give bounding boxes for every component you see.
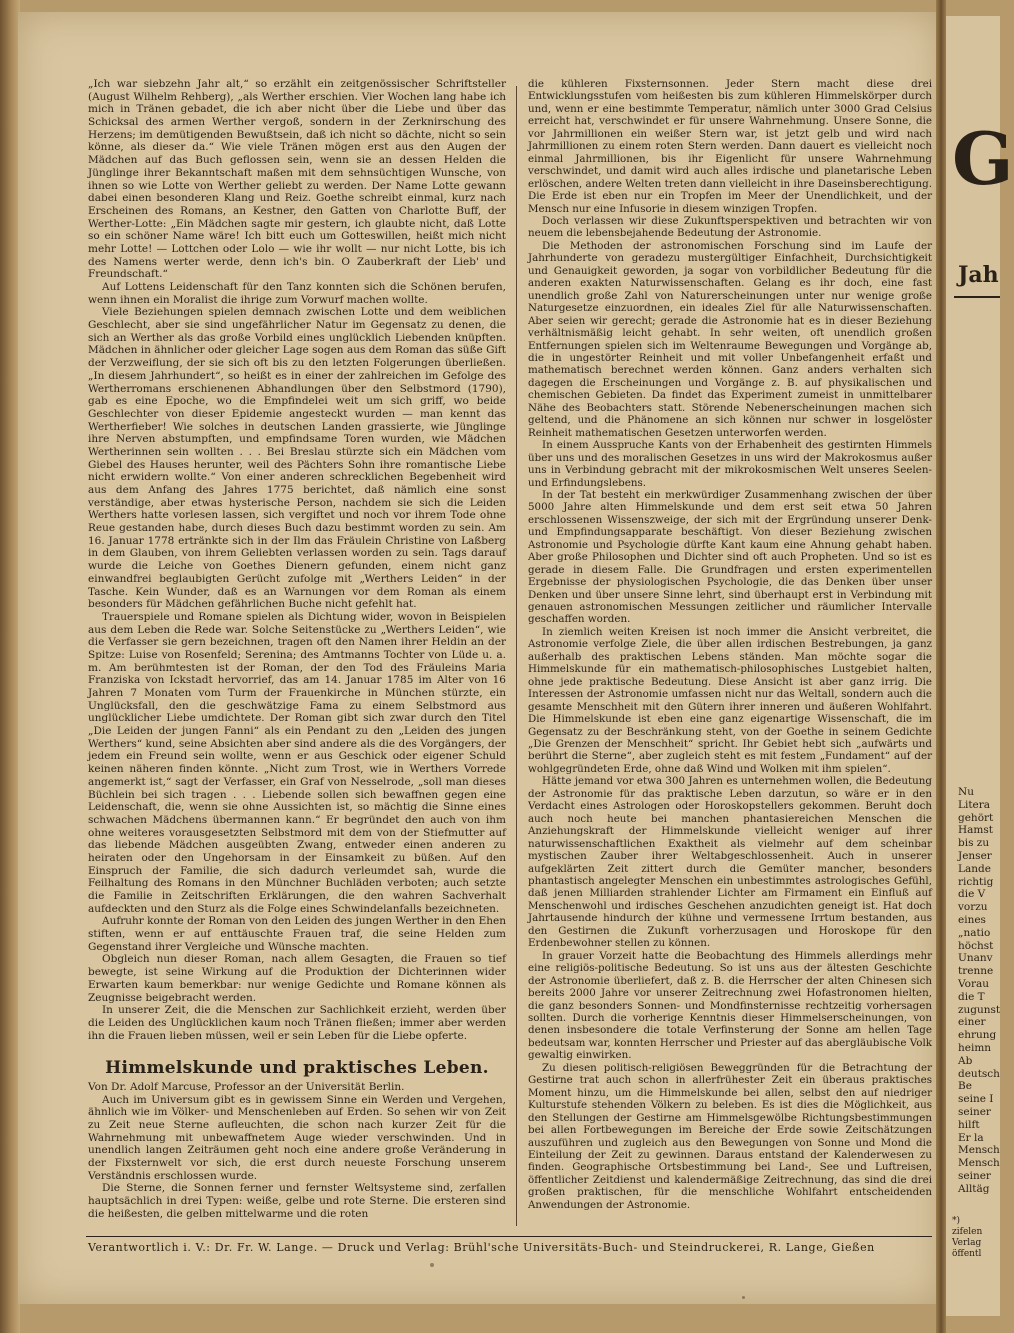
text-line: Vorau (958, 977, 989, 990)
paragraph: Aufruhr konnte der Roman von den Leiden des jungen Werther in den Ehen stiften, wenn er auf enttäuschte Frauen traf, die seine Helden zum Gegenstand ihrer Vergleiche und Wünsche machten. (88, 915, 507, 953)
paragraph: „Ich war siebzehn Jahr alt,“ so erzählt ein zeitgenössischer Schriftsteller (August Wilhelm Rehberg), „als Werther erschien. Vier Wochen lang habe ich mich in Tränen gebadet, die ich aber nicht über die Liebe und über das Schicksal des armen Werther vergoß, sondern in der Zerknirschung des Herzens; im demütigenden Bewußtsein, daß ich nicht so dächte, nicht so sein könne, als dieser da.“ Wie viele Tränen mögen erst aus den Augen der Mädchen auf das Buch geflossen sein, wenn sie an dessen Helden die Jünglinge ihrer Bekanntschaft maßen mit dem sehnsüchtigen Wunsche, von ihnen so wie Lotte von Werther geliebt zu werden. Der Name Lotte gewann dabei einen besonderen Klang und Reiz. Goethe schreibt einmal, kurz nach Erscheinen des Romans, an Kestner, den Gatten von Charlotte Buff, der Werther-Lotte: „Ein Mädchen sagte mir gestern, ich glaubte nicht, daß Lotte so ein schöner Name wäre! Ich bitt euch um Gotteswillen, heißt mich nicht mehr Lotte! — Lottchen oder Lolo — wie ihr wollt — nur nicht Lotte, bis ich des Namens werter werde, denn ich's bin. O Zauberkraft der Lieb' und Freundschaft.“ (88, 78, 506, 281)
adjacent-page-edge (946, 16, 1014, 1316)
text-line: Litera (958, 798, 991, 811)
paragraph: Obgleich nun dieser Roman, nach allem Gesagten, die Frauen so tief bewegte, ist seine Wirkung auf die Produktion der Dichterinnen wider Erwarten kaum bemerkbar: nur wenige Gedichte und Romane können als Zeugnisse beigebracht werden. (88, 953, 506, 1004)
paragraph: Hätte jemand vor etwa 300 Jahren es unternehmen wollen, die Bedeutung der Astronomie für das praktische Leben darzutun, so wäre er in den Verdacht eines Astrologen oder Horoskopstellers gekommen. Beruht doch auch noch heute bei manchen phantasiereichen Menschen die Anziehungskraft der Himmelskunde vielleicht weniger auf ihrer naturwissenschaftlichen Exaktheit als vielmehr auf dem scheinbar mystischen Zauber ihrer Weltabgeschlossenheit. Auch in unserer aufgeklärten Zeit zittert durch die Gemüter mancher, besonders phantastisch angelegter Menschen ein unbestimmtes astrologisches Gefühl, daß jenen Milliarden strahlender Lichter am Firmament ein Einfluß auf Menschenwohl und irdisches Geschehen anzudichten geneigt ist. Hat doch Jahrtausende hindurch der kühne und vermessene Irrtum bestanden, aus den Gestirnen die Zukunft vorherzusagen und Horoskope für den Erdenbewohner stellen zu können. (528, 775, 932, 950)
text-line: Nu (958, 786, 974, 798)
adjacent-page-footnote (952, 1216, 1000, 1260)
article-byline: Von Dr. Adolf Marcuse, Professor an der Universität Berlin. (88, 1080, 405, 1093)
text-line: hilft (958, 1118, 980, 1131)
text-line: zugunst (958, 1003, 1001, 1016)
text-line: Hamst (958, 824, 993, 837)
text-line: Ab (958, 1054, 973, 1067)
paragraph: In der Tat besteht ein merkwürdiger Zusammenhang zwischen der über 5000 Jahre alten Himmelskunde und dem erst seit etwa 50 Jahren erschlossenen Wissenszweige, der sich mit der Ergründung unserer Denk- und Empfindungsapparate beschäftigt. Von dieser Beziehung zwischen Astronomie und Psychologie dürfte Kant kaum eine Ahnung gehabt haben. Aber große Philosophen und Dichter sind oft auch Propheten. Und so ist es gerade in diesem Falle. Die Grundfragen und ersten experimentellen Ergebnisse der physiologischen Psychologie, die das Denken über unser Denken und über unsere Sinne lehrt, sind überhaupt erst in Verbindung mit genauen astronomischen Messungen zeitlicher und räumlicher Intervalle geschaffen worden. (528, 488, 932, 626)
paragraph: Trauerspiele und Romane spielen als Dichtung wider, wovon in Beispielen aus dem Leben die Rede war. Solche Seitenstücke zu „Werthers Leiden“, wie die Verfasser sie gern bezeichnen, tragen oft den Namen ihrer Heldin an der Spitze: Luise von Rosenfeld; Serenina; des Amtmanns Tochter von Lüde u. a. m. Am berühmtesten ist der Roman, der den Tod des Fräuleins Maria Franziska von Ickstadt hervorrief, das am 14. Januar 1785 im Alter von 16 Jahren 7 Monaten vom Turm der Frauenkirche in München stürzte, ein Unglücksfall, den die geschwätzige Fama zu einem Selbstmord aus unglücklicher Liebe umdichtete. Der Roman gibt sich zwar durch den Titel „Die Leiden der jungen Fanni“ als ein Pendant zu den „Leiden des jungen Werthers“ kund, seine Absichten aber sind andere als die des Vorgängers, der jedem ein Freund sein wollte, wenn er aus Geschick oder eigener Schuld keinen näheren finden könnte. „Nicht zum Trost, wie in Werthers Vorrede angemerkt ist,“ sagt der Verfasser, ein Graf von Nesselrode, „soll man dieses Büchlein bei sich tragen . . . Liebende sollen sich bewaffnen gegen eine Leidenschaft, die, wenn sie ohne Aussichten ist, so mächtig die Sinne eines schwachen Mädchens übermannen kann.“ Er begründet den auch von ihm ohne weiteres vorausgesetzten Selbstmord mit dem von der Stiefmutter auf das liebende Mädchen ausgeübten Zwang, entweder einen anderen zu heiraten oder den Ungehorsam in der Einsamkeit zu büßen. Auf den Einspruch der Familie, die sich dadurch verleumdet sah, wurde die Feilhaltung des Romans in den Münchner Buchläden verboten; auch setzte die Familie in Zeitschriften Erklärungen, die den wahren Sachverhalt aufdeckten und den Sturz als die Folge eines Schwindelanfalls bezeichneten. (88, 610, 506, 915)
footer-rule (86, 1236, 932, 1237)
paragraph: Doch verlassen wir diese Zukunftsperspektiven und betrachten wir von neuem die lebensbejahende Bedeutung der Astronomie. (528, 214, 932, 240)
article-body (88, 1094, 506, 1221)
paragraph: In ziemlich weiten Kreisen ist noch immer die Ansicht verbreitet, die Astronomie verfolge Ziele, die über allen irdischen Bestrebungen, ja ganz außerhalb des praktischen Lebens ständen. Man möchte sogar die Himmelskunde für ein mathematisch-philosophisches Lustgebiet halten, ohne jede praktische Bedeutung. Diese Ansicht ist aber ganz irrig. Die Interessen der Astronomie umfassen nicht nur das Weltall, sondern auch die gesamte Menschheit mit den Gütern ihrer inneren und äußeren Wohlfahrt. Die Himmelskunde ist eben eine ganz eigenartige Wissenschaft, die im Gegensatz zu der Beschränkung steht, von der Goethe in seinem Gedichte „Die Grenzen der Menschheit“ spricht. Ihr Gebiet hebt sich „aufwärts und berührt die Sterne“, aber zugleich steht es mit festem „Fundament“ auf der wohlgegründeten Erde, ohne daß Wind und Wolken mit ihm spielen“. (528, 625, 932, 775)
text-line: Lande (958, 862, 991, 875)
article-title: Himmelskunde und praktisches Leben. (105, 1058, 489, 1079)
paragraph: Auch im Universum gibt es in gewissem Sinne ein Werden und Vergehen, ähnlich wie im Völker- und Menschenleben auf Erden. So sehen wir von Zeit zu Zeit neue Sterne aufleuchten, die schon nach kurzer Zeit für die Wahrnehmung mit unbewaffnetem Auge wieder verschwinden. Und in unendlich langen Zeiträumen geht noch eine andere große Veränderung in der Fixsternwelt vor sich, die erst durch neueste Forschung unserem Verständnis erschlossen wurde. (88, 1093, 506, 1182)
text-line: heimn (958, 1041, 992, 1054)
text-line: Mensch (958, 1144, 1000, 1157)
text-line: Alltäg (958, 1182, 990, 1195)
werther-essay-text (88, 78, 506, 1042)
adjacent-page-heading: Jah (958, 262, 999, 288)
page-gutter (936, 0, 946, 1333)
paragraph: Auf Lottens Leidenschaft für den Tanz konnten sich die Schönen berufen, wenn ihnen ein Moralist die ihrige zum Vorwurf machen wollte. (88, 281, 506, 306)
text-line: die V (958, 888, 986, 901)
paragraph: die kühleren Fixsternsonnen. Jeder Stern macht diese drei Entwicklungsstufen vom heißesten bis zum kühleren Himmelskörper durch und, wenn er eine bestimmte Temperatur, nämlich unter 3000 Grad Celsius erreicht hat, verschwindet er für unsere Wahrnehmung. Unsere Sonne, die vor Jahrmillionen ein weißer Stern war, ist jetzt gelb und wird nach Jahrmillionen zu einem roten Stern werden. Dann dauert es vielleicht noch einmal Jahrmillionen, bis ihr Eigenlicht für unsere Wahrnehmung verschwindet, und damit wird auch alles irdische und planetarische Leben erlöschen, andere Welten treten dann vielleicht in ihre Daseinsberechtigung. Die Erde ist eben nur ein Tropfen im Meer der Unendlichkeit, und der Mensch nur eine Infusorie in diesem winzigen Tropfen. (528, 78, 932, 215)
text-line: die T (958, 990, 985, 1003)
text-line: zifelen (952, 1227, 983, 1237)
text-line: „natio (958, 926, 991, 939)
text-line: einer (958, 1016, 986, 1029)
text-line: seine I (958, 1093, 994, 1106)
article-continuation (528, 78, 932, 1211)
text-line: Jenser (958, 849, 992, 862)
text-line: seiner (958, 1105, 991, 1118)
paragraph: Die Methoden der astronomischen Forschung sind im Laufe der Jahrhunderte von geradezu mustergültiger Einfachheit, Durchsichtigkeit und Genauigkeit geworden, ja sogar von vorbildlicher Bedeutung für die anderen exakten Naturwissenschaften. Gelang es ihr doch, eine fast unendlich große Zahl von Naturerscheinungen unter nur wenige große Naturgesetze einzuordnen, ein ideales Ziel für alle Naturwissenschaften. Aber seien wir gerecht; gerade die Astronomie hat es in dieser Beziehung verhältnismäßig leicht gehabt. In sehr weiten, oft unendlich großen Entfernungen spielen sich im Weltenraume Bewegungen und Vorgänge ab, die in ungestörter Reinheit und mit voller Unbefangenheit erfaßt und mathematisch berechnet werden können. Ganz anders verhalten sich dagegen die Erscheinungen und Vorgänge z. B. auf physikalischen und chemischen Gebieten. Da findet das Experiment zumeist in unmittelbarer Nähe des Beobachters statt. Störende Nebenerscheinungen machen sich geltend, und die Phänomene an sich können nur schwer in losgelöster Reinheit mathematischen Gesetzen unterworfen werden. (528, 239, 932, 439)
paragraph: In einem Ausspruche Kants von der Erhabenheit des gestirnten Himmels über uns und des moralischen Gesetzes in uns wird der Makrokosmus außer uns in Verbindung gebracht mit der mikrokosmischen Welt unseres Seelen- und Erfindungslebens. (528, 439, 932, 489)
text-line: eines (958, 913, 986, 926)
text-line: Mensch (958, 1157, 1000, 1170)
imprint-footer: Verantwortlich i. V.: Dr. Fr. W. Lange. — Druck und Verlag: Brühl'sche Universitäts-Buch- und Steindruckerei, R. Lange, Gießen (88, 1241, 875, 1254)
text-line: ehrung (958, 1029, 997, 1042)
paragraph: Viele Beziehungen spielen demnach zwischen Lotte und dem weiblichen Geschlecht, aber sie sind ungefährlicher Natur im Gegensatz zu denen, die sich an Werther als das große Vorbild eines unglücklich Liebenden knüpften. Mädchen in ähnlicher oder gleicher Lage sogen aus dem Roman das süße Gift der Verzweiflung, der sie sich oft bis zu den letzten Folgerungen überließen. „In diesem Jahrhundert“, so heißt es in einer der zahlreichen im Gefolge des Wertherromans erschienenen Abhandlungen über den Selbstmord (1790), gab es eine Epoche, wo die Empfindelei weit um sich griff, wo beide Geschlechter von dieser Epidemie angesteckt wurden — man kennt das Wertherfieber! Wie solches in deutschen Landen grassierte, wie Jünglinge ihre Nerven abstumpften, und empfindsame Toren wurden, wie Mädchen Wertherinnen sein wollten . . . Bei Breslau stürzte sich ein Mädchen vom Giebel des Hauses herunter, weil des Pächters Sohn ihre romantische Liebe nicht erwidern wollte.“ Von einer anderen schrecklichen Begebenheit wird aus dem Anfang des Jahres 1775 berichtet, daß nämlich eine sonst verständige, aber etwas hysterische Person, nachdem sie sich die Leiden Werthers hatte vorlesen lassen, sich vergiftet und noch vor ihrem Tode ohne Reue gestanden habe, durch dieses Buch dazu bestimmt worden zu sein. Am 16. Januar 1778 ertränkte sich in der Ilm das Fräulein Christine von Laßberg in dem Glauben, von ihrem Geliebten verlassen worden zu sein. Tags darauf wurde die Leiche von Goethes Dienern gefunden, einem nicht ganz einwandfrei beglaubigten Gerücht zufolge mit „Werthers Leiden“ in der Tasche. Kein Wunder, daß es an Warnungen vor dem Roman als einem besonders für Mädchen gefährlichen Buche nicht gefehlt hat. (88, 306, 506, 611)
paper-speck (742, 1296, 745, 1299)
text-line: seiner (958, 1169, 991, 1182)
paragraph: In unserer Zeit, die die Menschen zur Sachlichkeit erzieht, werden über die Leiden des Unglücklichen kaum noch Tränen fließen; immer aber werden ihn die Frauen lieben müssen, weil er sein Leben für die Liebe opferte. (88, 1004, 506, 1042)
adjacent-page-rule (954, 296, 1000, 298)
text-line: deutsch (958, 1067, 1000, 1080)
paragraph: In grauer Vorzeit hatte die Beobachtung des Himmels allerdings mehr eine religiös-politische Bedeutung. So ist uns aus der ältesten Geschichte der Astronomie überliefert, daß z. B. die Herrscher der alten Chinesen sich bereits 2000 Jahre vor unserer Zeitrechnung zwei Hofastronomen hielten, die ganz besonders Sonnen- und Mondfinsternisse rechtzeitig vorhersagen sollten. Durch die vorherige Kenntnis dieser Himmelserscheinungen, von denen insbesondere die totale Verfinsterung der Sonne am hellen Tage bedeutsam war, konnten Herrscher und Priester auf das abergläubische Volk gewaltig einwirken. (528, 949, 932, 1062)
text-line: trenne (958, 965, 994, 978)
paragraph: Die Sterne, die Sonnen ferner und fernster Weltsysteme sind, zerfallen hauptsächlich in drei Typen: weiße, gelbe und rote Sterne. Die ersteren sind die heißesten, die gelben mittelwarme und die roten (88, 1182, 506, 1220)
text-line: höchst (958, 939, 994, 952)
column-divider (516, 86, 517, 1226)
left-column (88, 78, 506, 1228)
text-line: gehört (958, 811, 994, 824)
text-line: Be (958, 1080, 972, 1093)
text-line: Verlag (952, 1238, 982, 1248)
adjacent-page-masthead-letter: G (952, 116, 1014, 201)
text-line: richtig (958, 875, 994, 888)
paragraph: Zu diesen politisch-religiösen Beweggründen für die Betrachtung der Gestirne trat auch schon in allerfrühester Zeit ein überaus praktisches Moment hinzu, um die Himmelskunde bei allen, selbst den auf niedriger Kulturstufe stehenden Völkern zu beleben. Es ist dies die Möglichkeit, aus den Stellungen der Gestirne am Himmelsgewölbe Richtungsbestimmungen bei allen Fortbewegungen im Bereiche der Erde sowie Zeitschätzungen auszuführen und zugleich aus den Bewegungen von Sonne und Mond die Einteilung der Zeit zu gewinnen. Daraus entstand der Kalenderwesen zu finden. Geographische Ortsbestimmung bei Land-, See und Luftreisen, öffentlicher Zeitdienst und kalendermäßige Zeitrechnung, das sind die drei großen praktischen, für die menschliche Wohlfahrt entscheidenden Anwendungen der Astronomie. (528, 1061, 932, 1211)
right-column (528, 78, 932, 1228)
text-line: Er la (958, 1131, 984, 1144)
text-line: Unanv (958, 952, 993, 965)
adjacent-page-text (958, 786, 1002, 1196)
book-binding (0, 0, 20, 1333)
text-line: *) (952, 1216, 961, 1226)
paper-speck (430, 1263, 434, 1267)
text-line: bis zu (958, 837, 990, 850)
text-line: öffentl (952, 1249, 982, 1259)
text-line: vorzu (958, 901, 988, 914)
